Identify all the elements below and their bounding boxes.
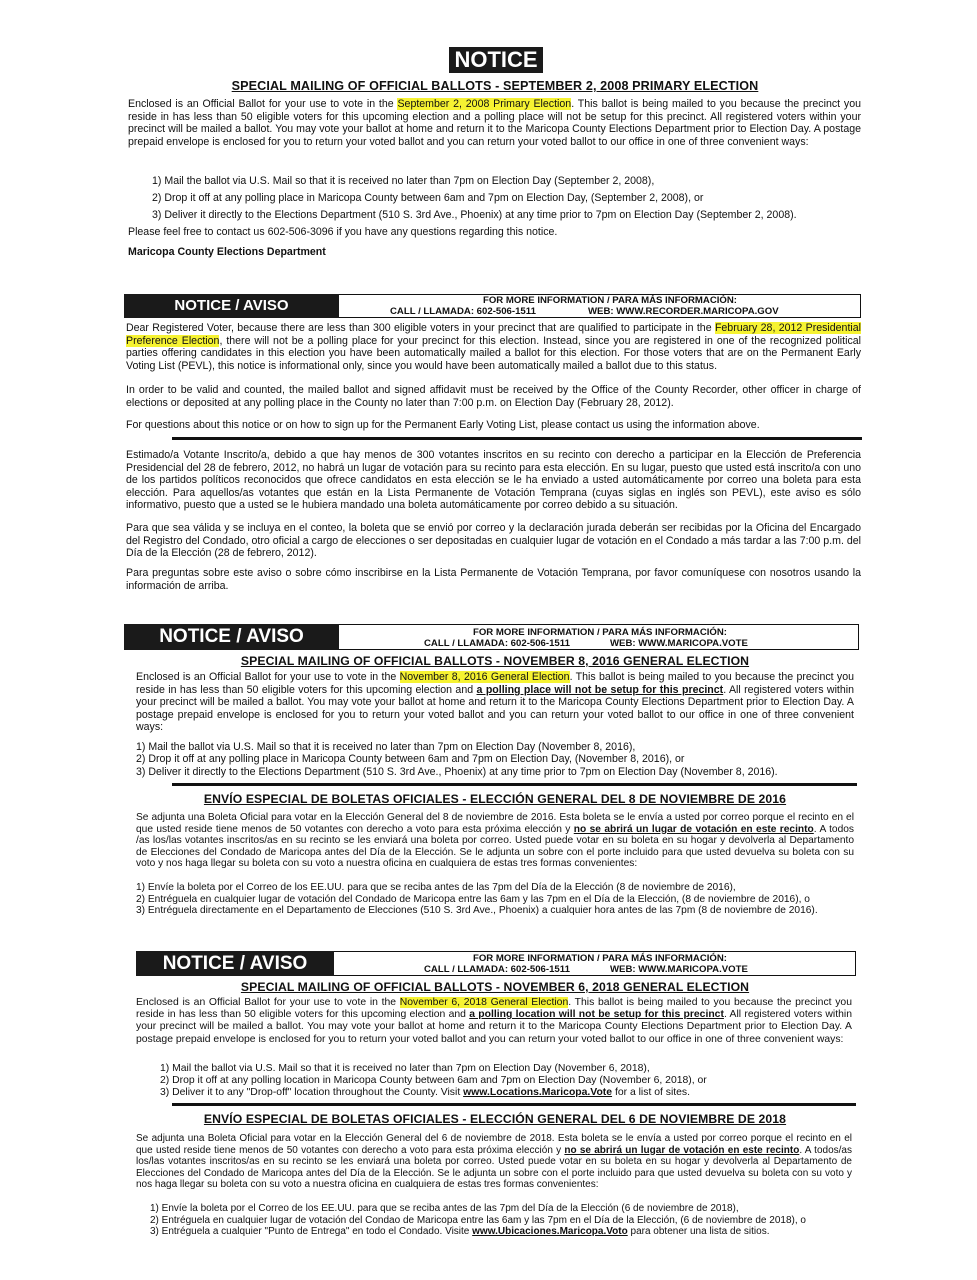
notice-paragraph-es: Para preguntas sobre este aviso o sobre cómo inscribirse en la Lista Permanente de Votación Temprana, por favor comuníquese con nosotros usando la información de arriba. [126, 567, 861, 592]
list-item: 1) Envíe la boleta por el Correo de los EE.UU. para que se reciba antes de las 7pm del Día de la Elección (8 de noviembre de 2016), [136, 882, 736, 893]
locations-link[interactable]: www.Locations.Maricopa.Vote [463, 1087, 613, 1098]
underlined-notice: no se abrirá un lugar de votación en este recinto [573, 823, 814, 835]
list-item: 1) Envíe la boleta por el Correo de los EE.UU. para que se reciba antes de las 7pm del Día de la Elección (6 de noviembre de 2018), [150, 1203, 739, 1214]
notice-title-banner: NOTICE / AVISO [124, 624, 339, 650]
section-heading-es: ENVÍO ESPECIAL DE BOLETAS OFICIALES - ELECCIÓN GENERAL DEL 6 DE NOVIEMBRE DE 2018 [203, 1112, 787, 1126]
divider [172, 437, 862, 440]
list-item: 3) Deliver it to any "Drop-off" location throughout the County. Visit www.Locations.Maricopa.Vote for a list of sites. [160, 1087, 691, 1098]
section-heading: SPECIAL MAILING OF OFFICIAL BALLOTS - NOVEMBER 6, 2018 GENERAL ELECTION [240, 980, 750, 994]
notice-paragraph-es: Se adjunta una Boleta Oficial para votar en la Elección General del 6 de noviembre de 2018. Esta boleta se le envía a usted por correo porque el recinto en el que usted reside tiene menos de 50 votantes con derecho a voto para esta próxima elección y no se abrirá un lugar de votación en este recinto. A todos/as los/las votantes inscritos/as en su recinto se les enviará una boleta por correo. Usted puede votar en su boleta en su hogar y devolverla al Departamento de Elecciones del Condado de Maricopa antes del Día de la Elección. Se le adjunta un sobre con el porte incluido para que usted devuelva su boleta con su voto y nos haga llegar su boleta con su voto a nuestra oficina en cualquiera de estas tres formas convenientes: [136, 1133, 852, 1191]
list-item: 2) Drop it off at any polling place in Maricopa County between 6am and 7pm on Election Day, (September 2, 2008), or [152, 192, 704, 204]
notice-paragraph: In order to be valid and counted, the mailed ballot and signed affidavit must be received by the Office of the County Recorder, other officer in charge of elections or deposited at any polling place in the County no later than 7:00 p.m. on Election Day (February 28, 2012). [126, 384, 861, 409]
date-highlight: November 8, 2016 General Election [399, 671, 570, 683]
notice-paragraph-es: Se adjunta una Boleta Oficial para votar en la Elección General del 8 de noviembre de 2016. Esta boleta se le envía a usted por correo porque el recinto en el que usted reside tiene menos de 50 votantes con derecho a voto para esta próxima elección y no se abrirá un lugar de votación en este recinto. A todos /as los/las votantes inscritos/as en su recinto se les enviará una boleta por correo. Usted puede votar en su boleta en su hogar y devolverla al Departamento de Elecciones del Condado de Maricopa antes del Día de la Elección. Se le adjunta un sobre con el porte incluido para que usted devuelva su boleta con su voto y nos haga llegar su boleta con su voto a nuestra oficina en cualquiera de estas tres formas convenientes: [136, 812, 854, 870]
divider [172, 783, 857, 786]
underlined-notice: a polling location will not be setup for this precinct [469, 1009, 724, 1021]
section-heading: SPECIAL MAILING OF OFFICIAL BALLOTS - NOVEMBER 8, 2016 GENERAL ELECTION [240, 654, 750, 668]
info-header-line: FOR MORE INFORMATION / PARA MÁS INFORMACIÓN: [472, 953, 728, 964]
contact-line: Please feel free to contact us 602-506-3096 if you have any questions regarding this notice. [128, 226, 558, 238]
info-header-line: FOR MORE INFORMATION / PARA MÁS INFORMACIÓN: [482, 295, 738, 306]
list-item: 2) Drop it off at any polling location in Maricopa County between 6am and 7pm on Election Day (November 6, 2018), or [160, 1075, 707, 1086]
list-item: 2) Entréguela en cualquier lugar de votación del Condado de Maricopa entre las 6am y las 7pm en el Día de la Elección, (8 de noviembre de 2016), o [136, 893, 810, 905]
return-options-list-es [150, 1203, 860, 1238]
info-website: WEB: WWW.MARICOPA.VOTE [610, 638, 748, 649]
notice-paragraph: For questions about this notice or on how to sign up for the Permanent Early Voting List, please contact us using the information above. [126, 419, 760, 431]
list-item: 3) Deliver it directly to the Elections Department (510 S. 3rd Ave., Phoenix) at any time prior to 7pm on Election Day (November 8, 2016). [136, 765, 778, 778]
notice-title-banner: NOTICE [449, 47, 543, 73]
underlined-notice: no se abrirá un lugar de votación en este recinto [564, 1144, 800, 1156]
notice-paragraph: Enclosed is an Official Ballot for your use to vote in the September 2, 2008 Primary Election. This ballot is being mailed to you because the precinct you reside in has less than 50 eligible voters for this upcoming election and a polling place will not be setup for this precinct. All registered voters within your precinct will be mailed a ballot. You may vote your ballot at home and return it to the Maricopa County Elections Department prior to Election Day. A postage prepaid envelope is enclosed for you to return your voted ballot and you can return your voted ballot to our office in one of three convenient ways: [128, 98, 861, 148]
info-website: WEB: WWW.RECORDER.MARICOPA.GOV [588, 306, 779, 317]
ubicaciones-link[interactable]: www.Ubicaciones.Maricopa.Voto [472, 1226, 628, 1238]
list-item: 1) Mail the ballot via U.S. Mail so that it is received no later than 7pm on Election Day (November 8, 2016), [136, 741, 636, 753]
notice-paragraph: Dear Registered Voter, because there are less than 300 eligible voters in your precinct that are qualified to participate in the February 28, 2012 Presidential Preference Election, there will not be a polling place for your precinct for this election. Instead, since you are registered in one of the recognized political parties offering candidates in this election you have been automatically mailed a ballot for this election. For those voters that are on the Permanent Early Voting List (PEVL), this notice is informational only, since you would have been automatically mailed a ballot due to this status. [126, 322, 862, 372]
notice-title-banner: NOTICE / AVISO [124, 294, 339, 318]
notice-paragraph: Enclosed is an Official Ballot for your use to vote in the November 6, 2018 General Election. This ballot is being mailed to you because the precinct you reside in has less than 50 eligible voters for this upcoming election and a polling location will not be setup for this precinct. All registered voters within your precinct will be mailed a ballot. You may vote your ballot at home and return it to the Maricopa County Elections Department prior to Election Day. A postage prepaid envelope is enclosed for you to return your voted ballot and you can return your voted ballot to our office in one of three convenient ways: [136, 997, 852, 1045]
notice-title-banner: NOTICE / AVISO [136, 951, 334, 976]
return-options-list-es [136, 882, 858, 917]
list-item: 2) Entréguela en cualquier lugar de votación del Condao de Maricopa entre las 6am y las 7pm en el Día de la Elección, (6 de noviembre de 2018), o [150, 1214, 806, 1226]
return-options-list [136, 741, 856, 778]
section-heading-es: ENVÍO ESPECIAL DE BOLETAS OFICIALES - ELECCIÓN GENERAL DEL 8 DE NOVIEMBRE DE 2016 [203, 792, 787, 806]
notice-paragraph: Enclosed is an Official Ballot for your use to vote in the November 8, 2016 General Election. This ballot is being mailed to you because the precinct you reside in has less than 50 eligible voters for this upcoming election and a polling place will not be setup for this precinct. All registered voters within your precinct will be mailed a ballot. You may vote your ballot at home and return it to the Maricopa County Elections Department prior to Election Day. A postage prepaid envelope is enclosed for you to return your voted ballot and you can return your voted ballot to our office in one of three convenient ways: [136, 671, 855, 734]
info-website: WEB: WWW.MARICOPA.VOTE [610, 964, 748, 975]
list-item: 3) Entréguela a cualquier "Punto de Entrega" en todo el Condado. Visite www.Ubicaciones.Maricopa.Voto para obtener una lista de sitios. [150, 1226, 770, 1238]
return-options-list [152, 173, 867, 224]
date-highlight: September 2, 2008 Primary Election [397, 98, 572, 110]
date-highlight: November 6, 2018 General Election [399, 997, 569, 1008]
list-item: 3) Entréguela directamente en el Departamento de Elecciones (510 S. 3rd Ave., Phoenix) a cualquier hora antes de las 7pm (8 de noviembre de 2016). [136, 905, 818, 917]
info-phone: CALL / LLAMADA: 602-506-1511 [390, 306, 536, 317]
list-item: 2) Drop it off at any polling place in Maricopa County between 6am and 7pm on Election Day, (November 8, 2016), or [136, 753, 685, 766]
list-item: 1) Mail the ballot via U.S. Mail so that it is received no later than 7pm on Election Day (November 6, 2018), [160, 1063, 650, 1074]
list-item: 3) Deliver it directly to the Elections Department (510 S. 3rd Ave., Phoenix) at any time prior to 7pm on Election Day (September 2, 2008). [152, 209, 797, 221]
underlined-notice: a polling place will not be setup for this precinct [476, 683, 724, 696]
return-options-list [160, 1063, 860, 1099]
date-highlight: February 28, 2012 Presidential Preference Election [126, 322, 861, 347]
info-phone: CALL / LLAMADA: 602-506-1511 [424, 964, 570, 975]
signature: Maricopa County Elections Department [128, 246, 326, 258]
list-item: 1) Mail the ballot via U.S. Mail so that it is received no later than 7pm on Election Day (September 2, 2008), [152, 175, 655, 187]
notice-paragraph-es: Para que sea válida y se incluya en el conteo, la boleta que se envió por correo y la declaración jurada deberán ser recibidas por la Oficina del Encargado del Registro del Condado, otro oficial a cargo de elecciones o ser depositadas en cualquier lugar de votación en el Condado a más tardar a las 7:00 p.m. del Día de la Elección (28 de febrero, 2012). [126, 522, 861, 560]
divider [172, 1103, 856, 1106]
info-header-line: FOR MORE INFORMATION / PARA MÁS INFORMACIÓN: [472, 627, 728, 638]
notice-paragraph-es: Estimado/a Votante Inscrito/a, debido a que hay menos de 300 votantes inscritos en su recinto con derecho a participar en la Elección de Preferencia Presidencial del 28 de febrero, 2012, no habrá un lugar de votación para su recinto para esta elección. En su lugar, puesto que usted está inscrito/a con uno de los partidos políticos reconocidos que ofrece candidatos en esta elección se le ha enviado a usted automáticamente por correo una boleta para esta elección. Para aquellos/as votantes que están en la Lista Permanente de Votación Temprana (cuyas siglas en inglés son PEVL), este aviso es sólo informativo, puesto que a usted se le hubiera mandado una boleta automáticamente por correo debido a su situación. [126, 449, 861, 512]
info-phone: CALL / LLAMADA: 602-506-1511 [424, 638, 570, 649]
section-heading: SPECIAL MAILING OF OFFICIAL BALLOTS - SEPTEMBER 2, 2008 PRIMARY ELECTION [231, 79, 759, 93]
